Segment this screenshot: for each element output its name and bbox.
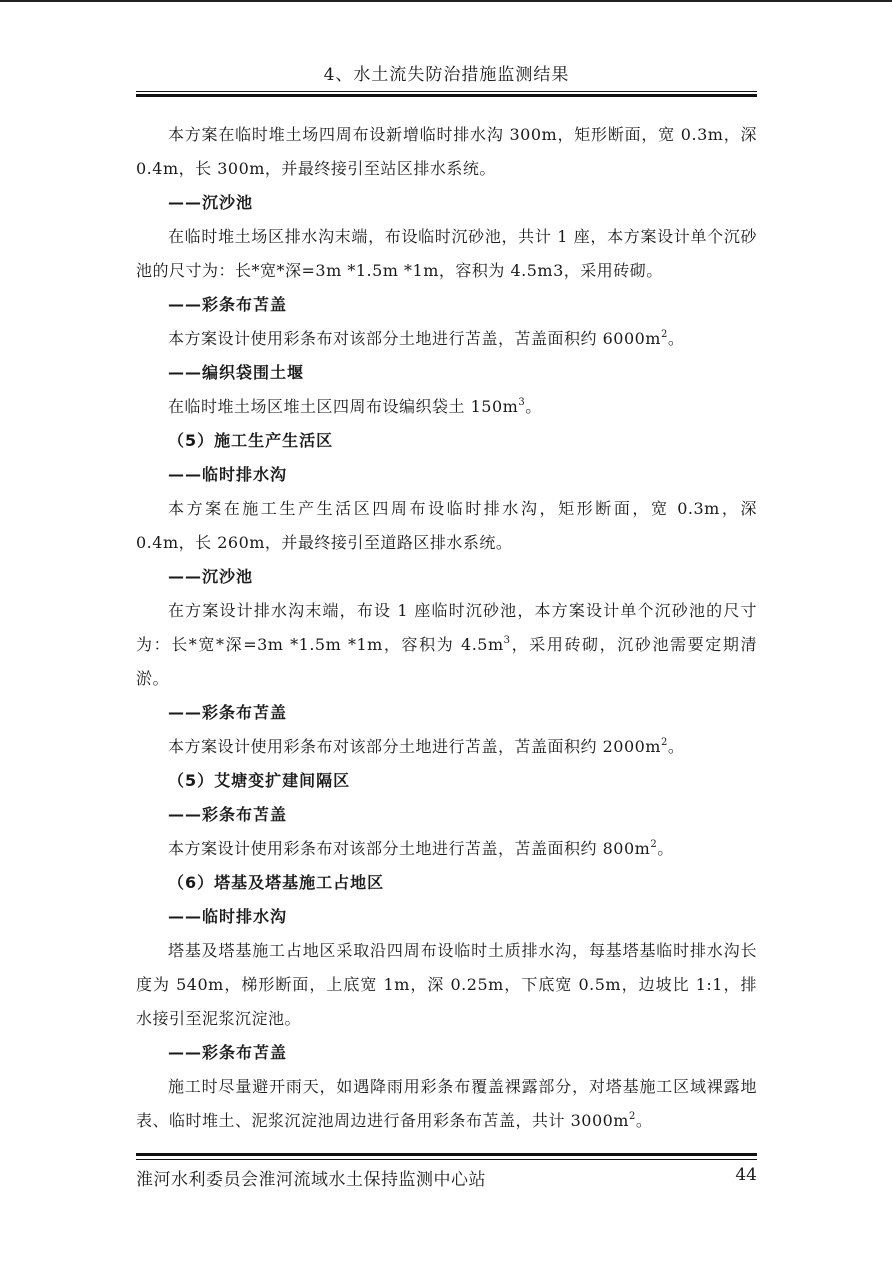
subheading: ——彩条布苫盖 bbox=[168, 295, 288, 314]
superscript: 2 bbox=[660, 328, 668, 340]
paragraph: 本方案在临时堆土场四周布设新增临时排水沟 300m，矩形断面，宽 0.3m，深 0.4m，长 300m，并最终接引至站区排水系统。 bbox=[136, 125, 757, 178]
page-number: 44 bbox=[735, 1165, 757, 1185]
text-run: 。 bbox=[667, 737, 685, 756]
paragraph: 在临时堆土场区排水沟末端，布设临时沉砂池，共计 1 座，本方案设计单个沉砂池的尺寸为：长*宽*深=3m *1.5m *1m，容积为 4.5m3，采用砖砌。 bbox=[136, 227, 757, 280]
subheading: ——临时排水沟 bbox=[168, 465, 288, 484]
section-heading: （5）艾塘变扩建间隔区 bbox=[168, 771, 351, 790]
section-heading: （6）塔基及塔基施工占地区 bbox=[168, 873, 385, 892]
text-run: 。 bbox=[667, 329, 685, 348]
superscript: 3 bbox=[503, 634, 511, 646]
text-run: 。 bbox=[525, 397, 542, 416]
text-run: 。 bbox=[657, 839, 674, 858]
paragraph bbox=[136, 594, 757, 696]
footer-rule-thick bbox=[136, 1153, 757, 1156]
subheading: ——沉沙池 bbox=[168, 193, 254, 212]
text-run: 在方案设计排水沟末端，布设 1 座临时沉砂池，本方案设计单个沉砂池的尺寸为：长*宽*深=3m *1.5m *1m，容积为 4.5m bbox=[136, 601, 757, 654]
subheading: ——编织袋围土堰 bbox=[168, 363, 305, 382]
subheading: ——彩条布苫盖 bbox=[168, 703, 288, 722]
top-border bbox=[0, 0, 892, 2]
text-run: 在临时堆土场区堆土区四周布设编织袋土 150m bbox=[168, 397, 519, 416]
paragraph bbox=[136, 322, 757, 356]
paragraph bbox=[136, 1070, 757, 1138]
page-body bbox=[136, 118, 757, 1138]
header-rule-thick bbox=[136, 94, 757, 97]
footer-organization: 淮河水利委员会淮河流域水土保持监测中心站 bbox=[136, 1170, 486, 1190]
text-run: 本方案设计使用彩条布对该部分土地进行苫盖，苫盖面积约 6000m bbox=[168, 329, 661, 348]
text-run: 本方案设计使用彩条布对该部分土地进行苫盖，苫盖面积约 800m bbox=[168, 839, 651, 858]
paragraph: 本方案在施工生产生活区四周布设临时排水沟，矩形断面，宽 0.3m，深 0.4m，长 260m，并最终接引至道路区排水系统。 bbox=[136, 499, 757, 552]
superscript: 2 bbox=[660, 736, 668, 748]
text-run: 。 bbox=[635, 1111, 653, 1130]
superscript: 2 bbox=[650, 838, 658, 850]
footer-rule-thin bbox=[136, 1159, 757, 1160]
subheading: ——临时排水沟 bbox=[168, 907, 288, 926]
paragraph bbox=[136, 832, 757, 866]
subheading: ——沉沙池 bbox=[168, 567, 254, 586]
text-run: 本方案设计使用彩条布对该部分土地进行苫盖，苫盖面积约 2000m bbox=[168, 737, 661, 756]
paragraph bbox=[136, 390, 757, 424]
superscript: 2 bbox=[628, 1110, 636, 1122]
header-rule-thin bbox=[136, 91, 757, 92]
paragraph: 塔基及塔基施工占地区采取沿四周布设临时土质排水沟，每基塔基临时排水沟长度为 540m，梯形断面，上底宽 1m，深 0.25m，下底宽 0.5m，边坡比 1:1，排水接引至泥浆沉淀池。 bbox=[136, 941, 757, 1028]
paragraph bbox=[136, 730, 757, 764]
superscript: 3 bbox=[518, 396, 526, 408]
text-run: 施工时尽量避开雨天，如遇降雨用彩条布覆盖裸露部分，对塔基施工区域裸露地表、临时堆土、泥浆沉淀池周边进行备用彩条布苫盖，共计 3000m bbox=[136, 1077, 757, 1130]
subheading: ——彩条布苫盖 bbox=[168, 1043, 288, 1062]
text-run: ，采用砖砌，沉砂池需要定期清淤。 bbox=[136, 635, 757, 688]
section-heading: （5）施工生产生活区 bbox=[168, 431, 334, 450]
page-header-title: 4、水土流失防治措施监测结果 bbox=[323, 65, 570, 85]
subheading: ——彩条布苫盖 bbox=[168, 805, 288, 824]
